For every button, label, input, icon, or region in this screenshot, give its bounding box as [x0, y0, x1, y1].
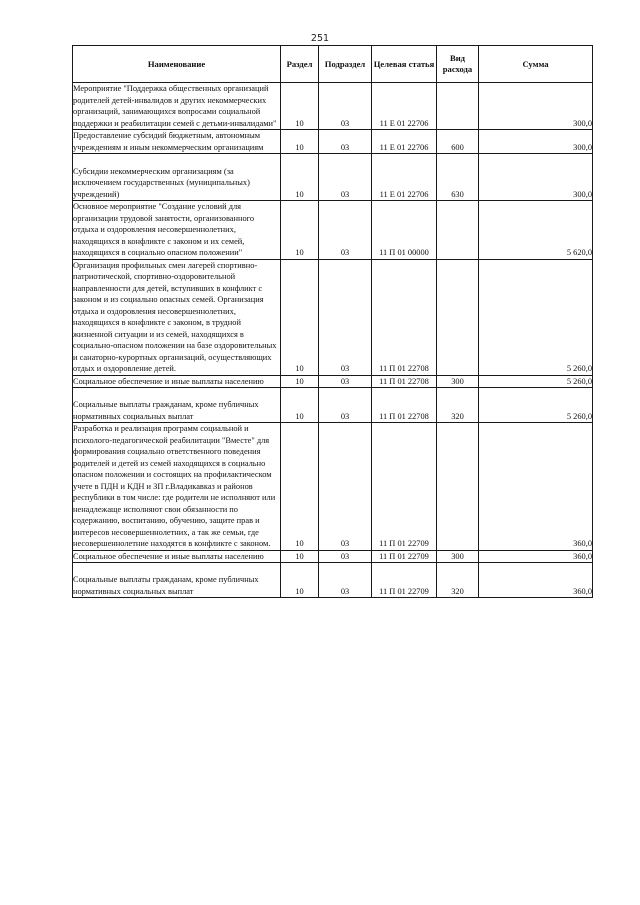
row-name: Мероприятие "Поддержка общественных организаций родителей детей-инвалидов и других некоммерческих организаций, занимающихся вопросами социальной поддержки и реабилитации семей с детьми-инвалидами"	[73, 83, 281, 130]
row-target-article: 11 П 01 22708	[372, 388, 437, 423]
table-row	[73, 201, 593, 260]
table-row	[73, 423, 593, 551]
row-expense-type: 630	[437, 154, 479, 201]
row-amount: 5 260,0	[479, 388, 593, 423]
row-amount: 360,0	[479, 550, 593, 563]
row-name: Социальные выплаты гражданам, кроме публичных нормативных социальных выплат	[73, 388, 281, 423]
row-target-article: 11 П 01 22709	[372, 563, 437, 598]
row-expense-type	[437, 201, 479, 260]
row-target-article: 11 П 01 22709	[372, 550, 437, 563]
row-subsection: 03	[319, 375, 372, 388]
row-target-article: 11 Е 01 22706	[372, 83, 437, 130]
table-row	[73, 375, 593, 388]
row-expense-type: 300	[437, 375, 479, 388]
row-target-article: 11 П 01 00000	[372, 201, 437, 260]
row-section: 10	[281, 130, 319, 154]
row-subsection: 03	[319, 259, 372, 375]
row-expense-type: 320	[437, 388, 479, 423]
row-amount: 360,0	[479, 423, 593, 551]
row-expense-type: 320	[437, 563, 479, 598]
row-amount: 5 260,0	[479, 375, 593, 388]
row-subsection: 03	[319, 423, 372, 551]
row-section: 10	[281, 201, 319, 260]
row-subsection: 03	[319, 201, 372, 260]
table-row	[73, 388, 593, 423]
row-amount: 360,0	[479, 563, 593, 598]
table-header-row	[73, 46, 593, 83]
row-target-article: 11 Е 01 22706	[372, 154, 437, 201]
row-amount: 300,0	[479, 83, 593, 130]
header-name: Наименование	[73, 46, 281, 83]
row-expense-type: 600	[437, 130, 479, 154]
row-subsection: 03	[319, 154, 372, 201]
header-subsection: Подраздел	[319, 46, 372, 83]
row-subsection: 03	[319, 563, 372, 598]
row-subsection: 03	[319, 550, 372, 563]
page-number: 251	[310, 33, 330, 44]
row-target-article: 11 Е 01 22706	[372, 130, 437, 154]
row-section: 10	[281, 259, 319, 375]
row-expense-type: 300	[437, 550, 479, 563]
row-target-article: 11 П 01 22708	[372, 259, 437, 375]
header-section: Раздел	[281, 46, 319, 83]
row-name: Предоставление субсидий бюджетным, автономным учреждениям и иным некоммерческим организациям	[73, 130, 281, 154]
row-name: Организация профильных смен лагерей спортивно-патриотической, спортивно-оздоровительной направленности для детей, вступивших в конфликт с законом и из социально опасных семей. Организация отдыха и оздоровления несовершеннолетних, находящихся в конфликте с законом, в трудной жизненной ситуации и из семей, находящихся в социально-опасном положении на базе оздоровительных и санаторно-курортных организаций, осуществляющих отдых и оздоровление детей.	[73, 259, 281, 375]
row-subsection: 03	[319, 83, 372, 130]
header-target-article: Целевая статья	[372, 46, 437, 83]
row-amount: 5 260,0	[479, 259, 593, 375]
row-section: 10	[281, 423, 319, 551]
table-row	[73, 563, 593, 598]
row-expense-type	[437, 259, 479, 375]
row-target-article: 11 П 01 22709	[372, 423, 437, 551]
table-row	[73, 259, 593, 375]
table-row	[73, 130, 593, 154]
row-name: Социальное обеспечение и иные выплаты населению	[73, 550, 281, 563]
table-row	[73, 154, 593, 201]
row-name: Разработка и реализация программ социальной и психолого-педагогической реабилитации "Вместе" для формирования социально ответственного поведения родителей и детей из семей находящихся в социально опасном положении и состоящих на профилактическом учете в ПДН и КДН и ЗП г.Владикавказ и районов республики в том числе: где родители не исполняют или ненадлежаще исполняют свои обязанности по содержанию, воспитанию, обучению, защите прав и интересов несовершеннолетних, а так же семьи, где несовершеннолетние находятся в конфликте с законом.	[73, 423, 281, 551]
row-name: Социальное обеспечение и иные выплаты населению	[73, 375, 281, 388]
row-subsection: 03	[319, 388, 372, 423]
row-expense-type	[437, 423, 479, 551]
row-section: 10	[281, 388, 319, 423]
row-name: Субсидии некоммерческим организациям (за исключением государственных (муниципальных) учреждений)	[73, 154, 281, 201]
row-name: Социальные выплаты гражданам, кроме публичных нормативных социальных выплат	[73, 563, 281, 598]
row-section: 10	[281, 563, 319, 598]
table-row	[73, 550, 593, 563]
row-amount: 5 620,0	[479, 201, 593, 260]
table-row	[73, 83, 593, 130]
row-section: 10	[281, 550, 319, 563]
row-target-article: 11 П 01 22708	[372, 375, 437, 388]
row-amount: 300,0	[479, 130, 593, 154]
header-amount: Сумма	[479, 46, 593, 83]
budget-table	[72, 45, 593, 598]
row-expense-type	[437, 83, 479, 130]
row-section: 10	[281, 375, 319, 388]
row-section: 10	[281, 154, 319, 201]
row-section: 10	[281, 83, 319, 130]
row-amount: 300,0	[479, 154, 593, 201]
row-name: Основное мероприятие "Создание условий для организации трудовой занятости, организованного отдыха и оздоровления несовершеннолетних, находящихся в конфликте с законом и их семей, находящихся в социально опасном положении"	[73, 201, 281, 260]
row-subsection: 03	[319, 130, 372, 154]
header-expense-type: Вид расхода	[437, 46, 479, 83]
